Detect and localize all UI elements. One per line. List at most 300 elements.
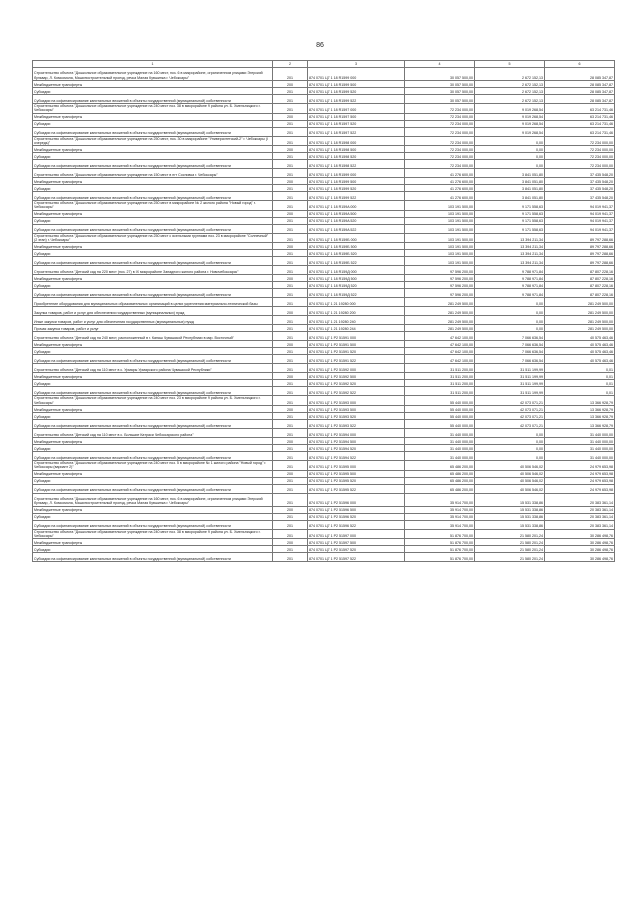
row-remainder-amount: 30 286 498,76: [545, 553, 615, 562]
row-classification: 874 0701 Ц7 1 P2 51591 522: [308, 355, 405, 364]
row-description: Субсидии на софинансирование капитальных вложений в объекты государственной (муниципальной) собственности: [33, 419, 273, 428]
row-remainder-amount: 0,01: [545, 373, 615, 380]
row-description: Субсидии: [33, 380, 273, 387]
row-executed-amount: 40 506 546,02: [475, 470, 545, 477]
row-plan-amount: 281 249 500,00: [405, 316, 475, 325]
row-remainder-amount: 30 286 498,76: [545, 546, 615, 553]
row-description: Строительство объекта "Дошкольное образовательное учреждение на 250 мест в микрорайоне № 2 жилого района "Новый город" г. Чебоксары": [33, 201, 273, 211]
row-plan-amount: 103 191 500,00: [405, 217, 475, 224]
row-code: 200: [273, 373, 308, 380]
row-classification: 874 0701 Ц7 1 P2 51592 000: [308, 364, 405, 373]
row-remainder-amount: 31 440 000,00: [545, 451, 615, 460]
row-classification: 874 0701 Ц7 1 18 R1599 520: [308, 185, 405, 192]
row-remainder-amount: 63 214 731,46: [545, 120, 615, 127]
table-row: [33, 282, 615, 289]
table-row: [33, 341, 615, 348]
row-remainder-amount: 31 440 000,00: [545, 437, 615, 444]
row-plan-amount: 103 191 500,00: [405, 250, 475, 257]
row-remainder-amount: 72 234 000,00: [545, 160, 615, 169]
row-classification: 874 0701 Ц7 1 P2 51595 520: [308, 477, 405, 484]
table-row: [33, 169, 615, 178]
row-executed-amount: 0,00: [475, 153, 545, 160]
row-plan-amount: 31 440 000,00: [405, 428, 475, 437]
row-remainder-amount: 20 383 361,14: [545, 493, 615, 506]
row-remainder-amount: 30 286 498,76: [545, 529, 615, 539]
row-classification: 874 0701 Ц7 1 P2 51594 520: [308, 444, 405, 451]
table-row: [33, 493, 615, 506]
row-code: 200: [273, 243, 308, 250]
row-classification: 874 0701 Ц7 1 P2 51596 522: [308, 520, 405, 529]
row-plan-amount: 72 234 000,00: [405, 146, 475, 153]
row-executed-amount: 40 506 546,02: [475, 477, 545, 484]
table-row: [33, 332, 615, 341]
row-description: Субсидии: [33, 444, 273, 451]
table-row: [33, 520, 615, 529]
row-plan-amount: 65 486 200,00: [405, 484, 475, 493]
table-row: [33, 95, 615, 104]
row-description: Субсидии на софинансирование капитальных вложений в объекты государственной (муниципальной) собственности: [33, 289, 273, 298]
row-remainder-amount: 37 435 548,20: [545, 178, 615, 185]
row-description: Межбюджетные трансферты: [33, 341, 273, 348]
row-plan-amount: 35 914 700,00: [405, 506, 475, 513]
row-code: 200: [273, 210, 308, 217]
row-code: 201: [273, 332, 308, 341]
row-plan-amount: 97 596 200,00: [405, 282, 475, 289]
row-code: 201: [273, 95, 308, 104]
row-executed-amount: 0,00: [475, 307, 545, 316]
row-remainder-amount: 24 979 653,98: [545, 477, 615, 484]
row-description: Прочая закупка товаров, работ и услуг: [33, 325, 273, 332]
row-description: Межбюджетные трансферты: [33, 405, 273, 412]
row-plan-amount: 30 057 500,00: [405, 68, 475, 81]
row-remainder-amount: 72 234 000,00: [545, 146, 615, 153]
row-classification: 874 0701 Ц7 1 P2 51592 520: [308, 380, 405, 387]
row-executed-amount: 21 580 201,24: [475, 529, 545, 539]
row-remainder-amount: 89 797 288,66: [545, 257, 615, 266]
row-executed-amount: 9 788 971,84: [475, 289, 545, 298]
row-description: Межбюджетные трансферты: [33, 178, 273, 185]
row-executed-amount: 31 511 199,99: [475, 364, 545, 373]
row-remainder-amount: 89 797 288,66: [545, 250, 615, 257]
row-plan-amount: 103 191 500,00: [405, 233, 475, 243]
row-description: Строительство объекта "Детский сад на 110 мест в с. Большие Катраси Чебоксарского района": [33, 428, 273, 437]
row-classification: 874 0701 Ц7 1 18 R159Д 520: [308, 282, 405, 289]
row-description: Субсидии на софинансирование капитальных вложений в объекты государственной (муниципальной) собственности: [33, 387, 273, 396]
table-row: [33, 506, 615, 513]
row-remainder-amount: 40 575 463,46: [545, 341, 615, 348]
table-row: [33, 396, 615, 406]
row-executed-amount: 0,00: [475, 437, 545, 444]
row-description: Межбюджетные трансферты: [33, 146, 273, 153]
row-description: Субсидии: [33, 153, 273, 160]
row-description: Строительство объекта "Детский сад на 220 мест (поз. 27) в IX микрорайоне Западного жилого района г. Новочебоксарск": [33, 266, 273, 275]
row-plan-amount: 51 876 700,00: [405, 539, 475, 546]
row-description: Межбюджетные трансферты: [33, 539, 273, 546]
row-plan-amount: 41 276 600,00: [405, 185, 475, 192]
row-remainder-amount: 37 435 548,20: [545, 185, 615, 192]
row-description: Приобретение оборудования для муниципальных образовательных организаций в целях укрепления материально-технической базы: [33, 298, 273, 307]
row-executed-amount: 40 506 546,02: [475, 460, 545, 470]
row-description: Закупка товаров, работ и услуг для обеспечения государственных (муниципальных) нужд: [33, 307, 273, 316]
row-description: Субсидии: [33, 250, 273, 257]
row-remainder-amount: 72 234 000,00: [545, 136, 615, 146]
row-remainder-amount: 28 085 347,87: [545, 81, 615, 88]
table-row: [33, 428, 615, 437]
row-description: Строительство объекта "Дошкольное образовательное учреждение на 250 мест с ясельными группами поз. 23 в микрорайоне "Солнечный" (2 этап) г. Чебоксары": [33, 233, 273, 243]
row-description: Субсидии на софинансирование капитальных вложений в объекты государственной (муниципальной) собственности: [33, 451, 273, 460]
row-plan-amount: 31 440 000,00: [405, 437, 475, 444]
row-code: 201: [273, 520, 308, 529]
row-plan-amount: 103 191 500,00: [405, 243, 475, 250]
row-code: 201: [273, 364, 308, 373]
row-remainder-amount: 87 807 228,16: [545, 289, 615, 298]
table-row: [33, 355, 615, 364]
row-plan-amount: 103 191 500,00: [405, 224, 475, 233]
row-code: 201: [273, 396, 308, 406]
table-row: [33, 477, 615, 484]
row-plan-amount: 31 511 200,00: [405, 380, 475, 387]
row-remainder-amount: 40 575 463,46: [545, 355, 615, 364]
row-code: 201: [273, 88, 308, 95]
row-classification: 874 0701 Ц7 1 18 R1597 520: [308, 120, 405, 127]
row-classification: 874 0701 Ц7 1 P2 51596 500: [308, 506, 405, 513]
row-plan-amount: 103 191 500,00: [405, 257, 475, 266]
row-description: Субсидии: [33, 412, 273, 419]
row-executed-amount: 31 511 199,99: [475, 373, 545, 380]
row-classification: 874 0701 Ц7 1 P2 51594 000: [308, 428, 405, 437]
row-code: 201: [273, 529, 308, 539]
row-code: 200: [273, 146, 308, 153]
table-row: [33, 364, 615, 373]
row-classification: 874 0701 Ц7 1 P2 51593 520: [308, 412, 405, 419]
column-header: 5: [475, 61, 545, 68]
row-executed-amount: 3 841 051,80: [475, 178, 545, 185]
row-executed-amount: 31 511 199,99: [475, 380, 545, 387]
row-executed-amount: 9 171 558,63: [475, 201, 545, 211]
table-header-row: [33, 61, 615, 68]
table-row: [33, 217, 615, 224]
row-description: Субсидии: [33, 217, 273, 224]
column-header: 6: [545, 61, 615, 68]
table-row: [33, 437, 615, 444]
row-remainder-amount: 0,01: [545, 387, 615, 396]
table-row: [33, 250, 615, 257]
row-executed-amount: 2 672 152,13: [475, 68, 545, 81]
row-classification: 874 0701 Ц7 1 21 19280 240: [308, 316, 405, 325]
row-description: Межбюджетные трансферты: [33, 470, 273, 477]
row-plan-amount: 72 234 000,00: [405, 153, 475, 160]
row-executed-amount: 7 066 636,54: [475, 341, 545, 348]
row-executed-amount: 9 019 268,54: [475, 113, 545, 120]
table-row: [33, 373, 615, 380]
table-row: [33, 539, 615, 546]
row-description: Строительство объекта "Дошкольное образовательное учреждение на 250 мест, поз. 30 в микрорайоне "Университетский-2" г. Чебоксары (I очередь)": [33, 136, 273, 146]
table-row: [33, 127, 615, 136]
row-classification: 874 0701 Ц7 1 P2 51595 500: [308, 470, 405, 477]
row-plan-amount: 51 876 700,00: [405, 553, 475, 562]
row-executed-amount: 0,00: [475, 136, 545, 146]
row-remainder-amount: 0,01: [545, 364, 615, 373]
row-classification: 874 0701 Ц7 1 18 R1599 522: [308, 192, 405, 201]
row-classification: 874 0701 Ц7 1 18 R1597 522: [308, 127, 405, 136]
row-code: 201: [273, 419, 308, 428]
row-classification: 874 0701 Ц7 1 P2 51593 522: [308, 419, 405, 428]
row-remainder-amount: 24 979 653,98: [545, 460, 615, 470]
row-plan-amount: 97 596 200,00: [405, 266, 475, 275]
row-classification: 874 0701 Ц7 1 P2 51591 500: [308, 341, 405, 348]
row-executed-amount: 9 019 268,54: [475, 120, 545, 127]
row-plan-amount: 103 191 500,00: [405, 210, 475, 217]
row-code: 201: [273, 136, 308, 146]
row-classification: 874 0701 Ц7 1 P2 51596 520: [308, 513, 405, 520]
row-classification: 874 0701 Ц7 1 21 19280 200: [308, 307, 405, 316]
row-executed-amount: 0,00: [475, 146, 545, 153]
row-plan-amount: 47 642 100,00: [405, 355, 475, 364]
row-code: 200: [273, 178, 308, 185]
row-executed-amount: 0,00: [475, 451, 545, 460]
row-executed-amount: 2 672 152,13: [475, 88, 545, 95]
row-remainder-amount: 13 366 928,79: [545, 419, 615, 428]
row-classification: 874 0701 Ц7 1 18 R1598 500: [308, 146, 405, 153]
row-classification: 874 0701 Ц7 1 18 R1598 000: [308, 136, 405, 146]
row-code: 200: [273, 113, 308, 120]
row-remainder-amount: 28 085 347,87: [545, 88, 615, 95]
table-row: [33, 113, 615, 120]
row-remainder-amount: 94 019 941,37: [545, 217, 615, 224]
row-remainder-amount: 31 440 000,00: [545, 444, 615, 451]
table-row: [33, 120, 615, 127]
row-executed-amount: 13 394 211,34: [475, 243, 545, 250]
row-code: 201: [273, 289, 308, 298]
row-classification: 874 0701 Ц7 1 18 R159Б 520: [308, 250, 405, 257]
row-classification: 874 0701 Ц7 1 18 R1599 500: [308, 178, 405, 185]
row-description: Строительство объекта "Детский сад на 110 мест в с. Урмары Урмарского района Чувашской Республики": [33, 364, 273, 373]
table-row: [33, 451, 615, 460]
row-executed-amount: 0,00: [475, 428, 545, 437]
row-remainder-amount: 20 383 361,14: [545, 506, 615, 513]
table-row: [33, 266, 615, 275]
table-row: [33, 444, 615, 451]
row-description: Строительство объекта "Дошкольное образовательное учреждение на 150 мест в пгт Сосновка г. Чебоксары": [33, 169, 273, 178]
row-plan-amount: 47 642 100,00: [405, 332, 475, 341]
row-plan-amount: 35 914 700,00: [405, 520, 475, 529]
table-row: [33, 146, 615, 153]
table-row: [33, 405, 615, 412]
table-row: [33, 470, 615, 477]
row-description: Субсидии на софинансирование капитальных вложений в объекты государственной (муниципальной) собственности: [33, 355, 273, 364]
table-row: [33, 387, 615, 396]
row-executed-amount: 9 171 558,63: [475, 217, 545, 224]
row-description: Субсидии на софинансирование капитальных вложений в объекты государственной (муниципальной) собственности: [33, 553, 273, 562]
row-remainder-amount: 87 807 228,16: [545, 275, 615, 282]
row-description: Субсидии на софинансирование капитальных вложений в объекты государственной (муниципальной) собственности: [33, 95, 273, 104]
row-plan-amount: 31 511 200,00: [405, 387, 475, 396]
row-classification: 874 0701 Ц7 1 18 R159Б 000: [308, 233, 405, 243]
table-row: [33, 380, 615, 387]
row-plan-amount: 72 234 000,00: [405, 113, 475, 120]
row-plan-amount: 103 191 500,00: [405, 201, 475, 211]
row-plan-amount: 30 057 500,00: [405, 88, 475, 95]
row-remainder-amount: 72 234 000,00: [545, 153, 615, 160]
row-plan-amount: 72 234 000,00: [405, 120, 475, 127]
row-classification: 874 0701 Ц7 1 18 R159A 520: [308, 217, 405, 224]
row-code: 201: [273, 217, 308, 224]
row-code: 201: [273, 169, 308, 178]
row-description: Субсидии на софинансирование капитальных вложений в объекты государственной (муниципальной) собственности: [33, 257, 273, 266]
row-executed-amount: 15 531 338,86: [475, 506, 545, 513]
row-description: Строительство объекта "Дошкольное образовательное учреждение на 240 мест поз. 5 в микрорайоне № 1 жилого района "Новый город" г. Чебоксары (вариант 2)": [33, 460, 273, 470]
row-description: Субсидии: [33, 477, 273, 484]
row-plan-amount: 30 057 500,00: [405, 95, 475, 104]
row-plan-amount: 97 596 200,00: [405, 289, 475, 298]
row-classification: 874 0701 Ц7 1 P2 51595 000: [308, 460, 405, 470]
row-executed-amount: 13 394 211,34: [475, 257, 545, 266]
row-description: Субсидии: [33, 348, 273, 355]
row-classification: 874 0701 Ц7 1 P2 51593 000: [308, 396, 405, 406]
row-executed-amount: 0,00: [475, 316, 545, 325]
row-executed-amount: 2 672 152,13: [475, 81, 545, 88]
row-executed-amount: 9 788 971,84: [475, 282, 545, 289]
table-row: [33, 88, 615, 95]
row-code: 200: [273, 341, 308, 348]
row-classification: 874 0701 Ц7 1 18 R159Д 000: [308, 266, 405, 275]
row-remainder-amount: 20 383 361,14: [545, 513, 615, 520]
table-row: [33, 546, 615, 553]
row-remainder-amount: 87 807 228,16: [545, 282, 615, 289]
table-row: [33, 243, 615, 250]
row-remainder-amount: 24 979 653,98: [545, 470, 615, 477]
row-description: Субсидии на софинансирование капитальных вложений в объекты государственной (муниципальной) собственности: [33, 160, 273, 169]
table-row: [33, 275, 615, 282]
table-row: [33, 153, 615, 160]
table-row: [33, 192, 615, 201]
row-remainder-amount: 63 214 731,46: [545, 127, 615, 136]
row-plan-amount: 72 234 000,00: [405, 160, 475, 169]
row-remainder-amount: 89 797 288,66: [545, 243, 615, 250]
table-row: [33, 160, 615, 169]
table-row: [33, 81, 615, 88]
row-remainder-amount: 94 019 941,37: [545, 224, 615, 233]
row-plan-amount: 72 234 000,00: [405, 136, 475, 146]
row-plan-amount: 35 914 700,00: [405, 493, 475, 506]
row-description: Субсидии на софинансирование капитальных вложений в объекты государственной (муниципальной) собственности: [33, 520, 273, 529]
row-remainder-amount: 30 286 498,76: [545, 539, 615, 546]
table-row: [33, 307, 615, 316]
row-executed-amount: 21 580 201,24: [475, 546, 545, 553]
row-classification: 874 0701 Ц7 1 18 R1599 520: [308, 88, 405, 95]
row-code: 201: [273, 412, 308, 419]
row-plan-amount: 97 596 200,00: [405, 275, 475, 282]
row-plan-amount: 47 642 100,00: [405, 341, 475, 348]
row-classification: 874 0701 Ц7 1 P2 51596 000: [308, 493, 405, 506]
row-plan-amount: 281 249 500,00: [405, 307, 475, 316]
row-description: Субсидии на софинансирование капитальных вложений в объекты государственной (муниципальной) собственности: [33, 484, 273, 493]
row-executed-amount: 15 531 338,86: [475, 520, 545, 529]
column-header: 3: [308, 61, 405, 68]
table-row: [33, 68, 615, 81]
row-code: 200: [273, 307, 308, 316]
row-plan-amount: 31 440 000,00: [405, 444, 475, 451]
row-classification: 874 0701 Ц7 1 18 R159A 500: [308, 210, 405, 217]
row-executed-amount: 3 841 051,80: [475, 169, 545, 178]
row-classification: 874 0701 Ц7 1 18 R1597 000: [308, 104, 405, 114]
table-row: [33, 178, 615, 185]
row-executed-amount: 0,00: [475, 298, 545, 307]
row-classification: 874 0701 Ц7 1 18 R159Д 522: [308, 289, 405, 298]
row-executed-amount: 42 073 071,21: [475, 419, 545, 428]
row-classification: 874 0701 Ц7 1 P2 51592 522: [308, 387, 405, 396]
table-row: [33, 529, 615, 539]
row-remainder-amount: 40 575 463,46: [545, 332, 615, 341]
row-executed-amount: 42 073 071,21: [475, 405, 545, 412]
table-row: [33, 289, 615, 298]
row-code: 201: [273, 192, 308, 201]
row-executed-amount: 31 511 199,99: [475, 387, 545, 396]
row-code: 200: [273, 539, 308, 546]
row-description: Иные закупки товаров, работ и услуг для обеспечения государственных (муниципальных) нужд: [33, 316, 273, 325]
row-classification: 874 0701 Ц7 1 18 R1599 522: [308, 95, 405, 104]
table-row: [33, 298, 615, 307]
table-row: [33, 224, 615, 233]
row-description: Субсидии: [33, 282, 273, 289]
column-header: 2: [273, 61, 308, 68]
row-classification: 874 0701 Ц7 1 18 R159Б 522: [308, 257, 405, 266]
row-code: 201: [273, 282, 308, 289]
table-row: [33, 185, 615, 192]
row-plan-amount: 35 914 700,00: [405, 513, 475, 520]
table-row: [33, 233, 615, 243]
table-row: [33, 201, 615, 211]
row-executed-amount: 7 066 636,54: [475, 348, 545, 355]
row-remainder-amount: 281 249 500,00: [545, 298, 615, 307]
row-executed-amount: 9 788 971,84: [475, 275, 545, 282]
row-classification: 874 0701 Ц7 1 18 R159Д 500: [308, 275, 405, 282]
row-executed-amount: 42 073 071,21: [475, 396, 545, 406]
row-code: 201: [273, 348, 308, 355]
column-header: 1: [33, 61, 273, 68]
row-remainder-amount: 40 575 463,46: [545, 348, 615, 355]
row-plan-amount: 65 486 200,00: [405, 470, 475, 477]
row-plan-amount: 55 440 000,00: [405, 396, 475, 406]
row-classification: 874 0701 Ц7 1 18 R1597 500: [308, 113, 405, 120]
row-description: Межбюджетные трансферты: [33, 275, 273, 282]
row-plan-amount: 31 511 200,00: [405, 364, 475, 373]
row-code: 201: [273, 460, 308, 470]
row-remainder-amount: 63 214 731,46: [545, 104, 615, 114]
row-executed-amount: 2 672 152,13: [475, 95, 545, 104]
row-executed-amount: 9 019 268,54: [475, 104, 545, 114]
row-plan-amount: 55 440 000,00: [405, 412, 475, 419]
row-classification: 874 0701 Ц7 1 18 R1599 000: [308, 68, 405, 81]
row-code: 201: [273, 477, 308, 484]
row-code: 201: [273, 127, 308, 136]
row-description: Строительство объекта "Дошкольное образовательное учреждение на 240 мест поз. 38 в микрорайоне 9 района ул. Б. Хмельницкого г. Чебоксары": [33, 529, 273, 539]
row-description: Межбюджетные трансферты: [33, 243, 273, 250]
table-row: [33, 484, 615, 493]
table-row: [33, 316, 615, 325]
row-remainder-amount: 13 366 928,79: [545, 405, 615, 412]
table-row: [33, 257, 615, 266]
row-plan-amount: 31 440 000,00: [405, 451, 475, 460]
row-code: 201: [273, 120, 308, 127]
row-executed-amount: 13 394 211,34: [475, 233, 545, 243]
row-code: 201: [273, 546, 308, 553]
row-executed-amount: 0,00: [475, 325, 545, 332]
row-code: 200: [273, 470, 308, 477]
row-plan-amount: 72 234 000,00: [405, 127, 475, 136]
row-classification: 874 0701 Ц7 1 P2 51595 522: [308, 484, 405, 493]
row-description: Субсидии: [33, 88, 273, 95]
